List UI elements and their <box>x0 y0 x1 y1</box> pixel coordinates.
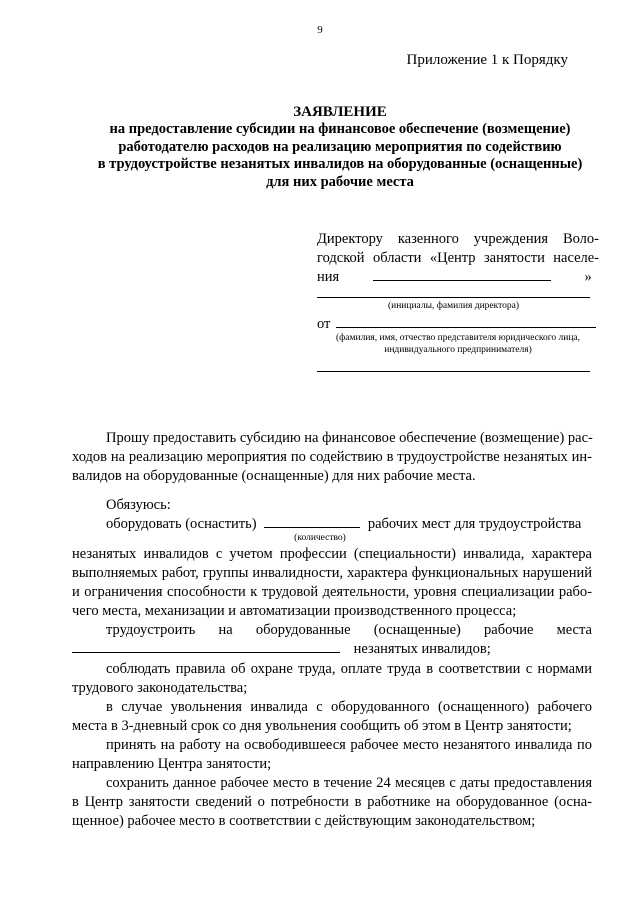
equip-prefix: оборудовать (оснастить) <box>106 516 257 532</box>
center-name-field[interactable] <box>373 268 551 281</box>
employ-word: рабочие <box>484 622 534 638</box>
dismissal-paragraph <box>72 698 592 736</box>
hire-paragraph <box>72 736 592 774</box>
closing-quote: » <box>584 269 592 285</box>
text-line: в Центр занятости сведений о потребности в работнике на оборудованное (осна- <box>72 794 592 810</box>
employ-suffix: незанятых инвалидов; <box>353 641 491 657</box>
text-line: трудового законодательства; <box>72 680 248 696</box>
labor-paragraph <box>72 660 592 698</box>
employ-count-field[interactable] <box>72 640 340 653</box>
from-row <box>317 315 599 333</box>
document-title <box>60 104 620 191</box>
quantity-field[interactable] <box>264 515 360 528</box>
text-line: и ограничения способности к трудовой деятельности, уровня специализации рабо- <box>72 584 592 600</box>
retain-paragraph <box>72 774 592 831</box>
text-line: щенное) рабочее место в соответствии с действующим законодательством; <box>72 813 536 829</box>
employ-line <box>72 621 592 640</box>
text-line: места в 3-дневный срок со дня увольнения сообщить об этом в Центр занятости; <box>72 718 572 734</box>
title-line: для них рабочие места <box>266 173 414 190</box>
from-caption-line: индивидуального предпринимателя) <box>384 345 532 355</box>
employ-line-2 <box>72 640 592 659</box>
addressee-line-3 <box>317 268 599 287</box>
addressee-line: Директору казенного учреждения Воло- <box>317 231 599 247</box>
obligations-heading: Обязуюсь: <box>106 497 171 513</box>
quantity-caption: (количество) <box>294 533 346 543</box>
title-line: на предоставление субсидии на финансовое обеспечение (возмещение) <box>109 121 571 138</box>
title-main: ЗАЯВЛЕНИЕ <box>293 104 387 120</box>
employ-word: на <box>218 622 233 638</box>
text-line: ходов на реализацию мероприятия по содействию в трудоустройстве незанятых ин- <box>72 449 592 465</box>
title-line: работодателю расходов на реализацию мероприятия по содействию <box>118 138 562 155</box>
text-line: незанятых инвалидов с учетом профессии (специальности) инвалида, характера <box>72 546 592 562</box>
director-name-line[interactable] <box>317 297 590 298</box>
addressee-prefix: ния <box>317 269 340 285</box>
request-paragraph <box>72 429 592 486</box>
employ-word: места <box>556 622 592 638</box>
text-line: Прошу предоставить субсидию на финансовое обеспечение (возмещение) рас- <box>106 430 593 446</box>
text-line: выполняемых работ, группы инвалидности, характера функциональных нарушений <box>72 565 592 581</box>
equip-paragraph <box>72 545 592 621</box>
title-line: в трудоустройстве незанятых инвалидов на оборудованные (оснащенные) <box>97 156 583 173</box>
text-line: валидов на оборудованные (оснащенные) для них рабочие места. <box>72 468 476 484</box>
text-line: принять на работу на освободившееся рабочее место незанятого инвалида по <box>106 737 592 753</box>
from-caption <box>317 332 599 356</box>
from-label: от <box>317 316 331 332</box>
equip-suffix: рабочих мест для трудоустройства <box>367 516 582 532</box>
obligations-block <box>72 496 592 534</box>
employ-paragraph <box>72 621 592 659</box>
employ-word: трудоустроить <box>106 622 196 638</box>
employ-word: оборудованные <box>255 622 351 638</box>
page-number: 9 <box>317 24 323 36</box>
director-caption: (инициалы, фамилия директора) <box>387 301 520 311</box>
text-line: в случае увольнения инвалида с оборудованного (оснащенного) рабочего <box>106 699 592 715</box>
text-line: направлению Центра занятости; <box>72 756 272 772</box>
signature-line[interactable] <box>317 371 590 372</box>
text-line: соблюдать правила об охране труда, оплате труда в соответствии с нормами <box>106 661 592 677</box>
equip-line <box>72 515 592 534</box>
text-line: сохранить данное рабочее место в течение 24 месяцев с даты предоставления <box>106 775 592 791</box>
addressee-line: годской области «Центр занятости населе- <box>317 250 599 266</box>
from-caption-line: (фамилия, имя, отчество представителя юридического лица, <box>335 333 581 343</box>
text-line: чего места, механизации и автоматизации производственного процесса; <box>72 603 517 619</box>
employ-word: (оснащенные) <box>373 622 461 638</box>
from-name-field[interactable] <box>336 315 596 328</box>
appendix-label: Приложение 1 к Порядку <box>406 52 568 68</box>
addressee-block <box>317 230 599 287</box>
